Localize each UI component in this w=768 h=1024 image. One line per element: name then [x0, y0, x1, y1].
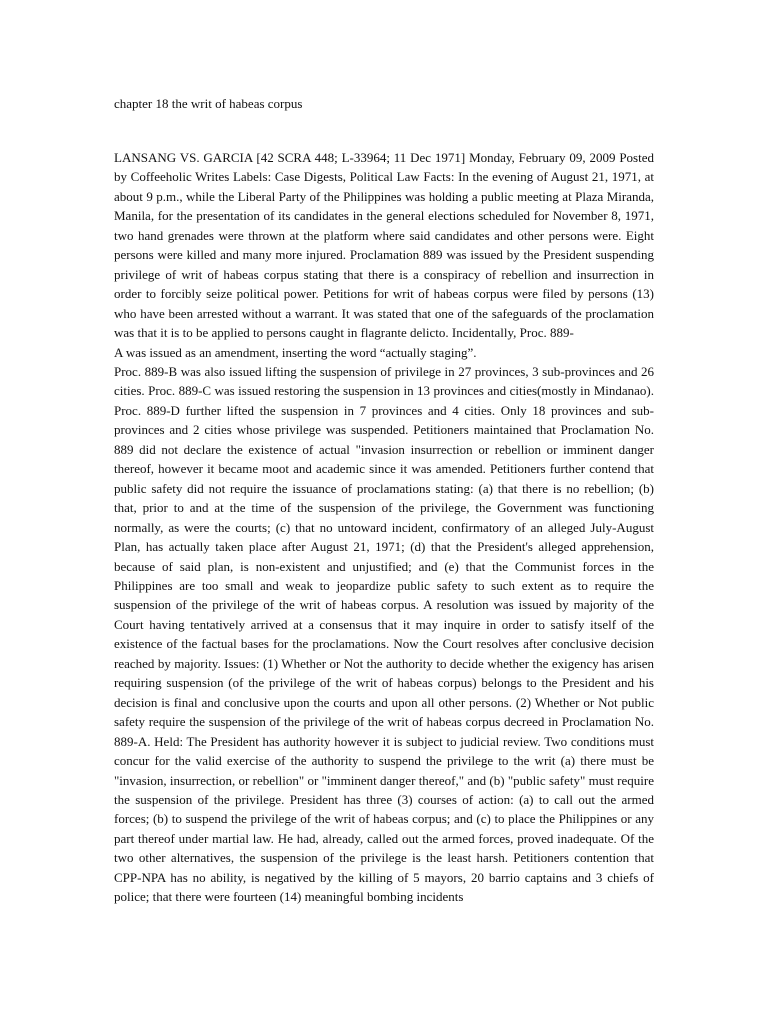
document-body: [114, 148, 654, 907]
document-title: chapter 18 the writ of habeas corpus: [114, 96, 303, 111]
paragraph-facts: LANSANG VS. GARCIA [42 SCRA 448; L-33964; 11 Dec 1971] Monday, February 09, 2009 Posted by Coffeeholic Writes Labels: Case Digests, Political Law Facts: In the evening of August 21, 1971, at about 9 p.m., while the Liberal Party of the Philippines was holding a public meeting at Plaza Miranda, Manila, for the presentation of its candidates in the general elections scheduled for November 8, 1971, two hand grenades were thrown at the platform where said candidates and other persons were. Eight persons were killed and many more injured. Proclamation 889 was issued by the President suspending privilege of writ of habeas corpus stating that there is a conspiracy of rebellion and insurrection in order to forcibly seize political power. Petitions for writ of habeas corpus were filed by persons (13) who have been arrested without a warrant. It was stated that one of the safeguards of the proclamation was that it is to be applied to persons caught in flagrante delicto. Incidentally, Proc. 889-: [114, 150, 654, 341]
paragraph-amendment: A was issued as an amendment, inserting the word “actually staging”.: [114, 344, 477, 360]
paragraph-proclamations-issues-held: Proc. 889-B was also issued lifting the suspension of privilege in 27 provinces, 3 sub-provinces and 26 cities. Proc. 889-C was issued restoring the suspension in 13 provinces and cities(mostly in Mindanao). Proc. 889-D further lifted the suspension in 7 provinces and 4 cities. Only 18 provinces and sub-provinces and 2 cities whose privilege was suspended. Petitioners maintained that Proclamation No. 889 did not declare the existence of actual "invasion insurrection or rebellion or imminent danger thereof, however it became moot and academic since it was amended. Petitioners further contend that public safety did not require the issuance of proclamations stating: (a) that there is no rebellion; (b) that, prior to and at the time of the suspension of the privilege, the Government was functioning normally, as were the courts; (c) that no untoward incident, confirmatory of an alleged July-August Plan, has actually taken place after August 21, 1971; (d) that the President's alleged apprehension, because of said plan, is non-existent and unjustified; and (e) that the Communist forces in the Philippines are too small and weak to jeopardize public safety to such extent as to require the suspension of the privilege of the writ of habeas corpus. A resolution was issued by majority of the Court having tentatively arrived at a consensus that it may inquire in order to satisfy itself of the existence of the factual bases for the proclamations. Now the Court resolves after conclusive decision reached by majority. Issues: (1) Whether or Not the authority to decide whether the exigency has arisen requiring suspension (of the privilege of the writ of habeas corpus) belongs to the President and his decision is final and conclusive upon the courts and upon all other persons. (2) Whether or Not public safety require the suspension of the privilege of the writ of habeas corpus decreed in Proclamation No. 889-A. Held: The President has authority however it is subject to judicial review. Two conditions must concur for the valid exercise of the authority to suspend the privilege to the writ (a) there must be "invasion, insurrection, or rebellion" or "imminent danger thereof," and (b) "public safety" must require the suspension of the privilege. President has three (3) courses of action: (a) to call out the armed forces; (b) to suspend the privilege of the writ of habeas corpus; and (c) to place the Philippines or any part thereof under martial law. He had, already, called out the armed forces, proved inadequate. Of the two other alternatives, the suspension of the privilege is the least harsh. Petitioners contention that CPP-NPA has no ability, is negatived by the killing of 5 mayors, 20 barrio captains and 3 chiefs of police; that there were fourteen (14) meaningful bombing incidents: [114, 363, 654, 905]
